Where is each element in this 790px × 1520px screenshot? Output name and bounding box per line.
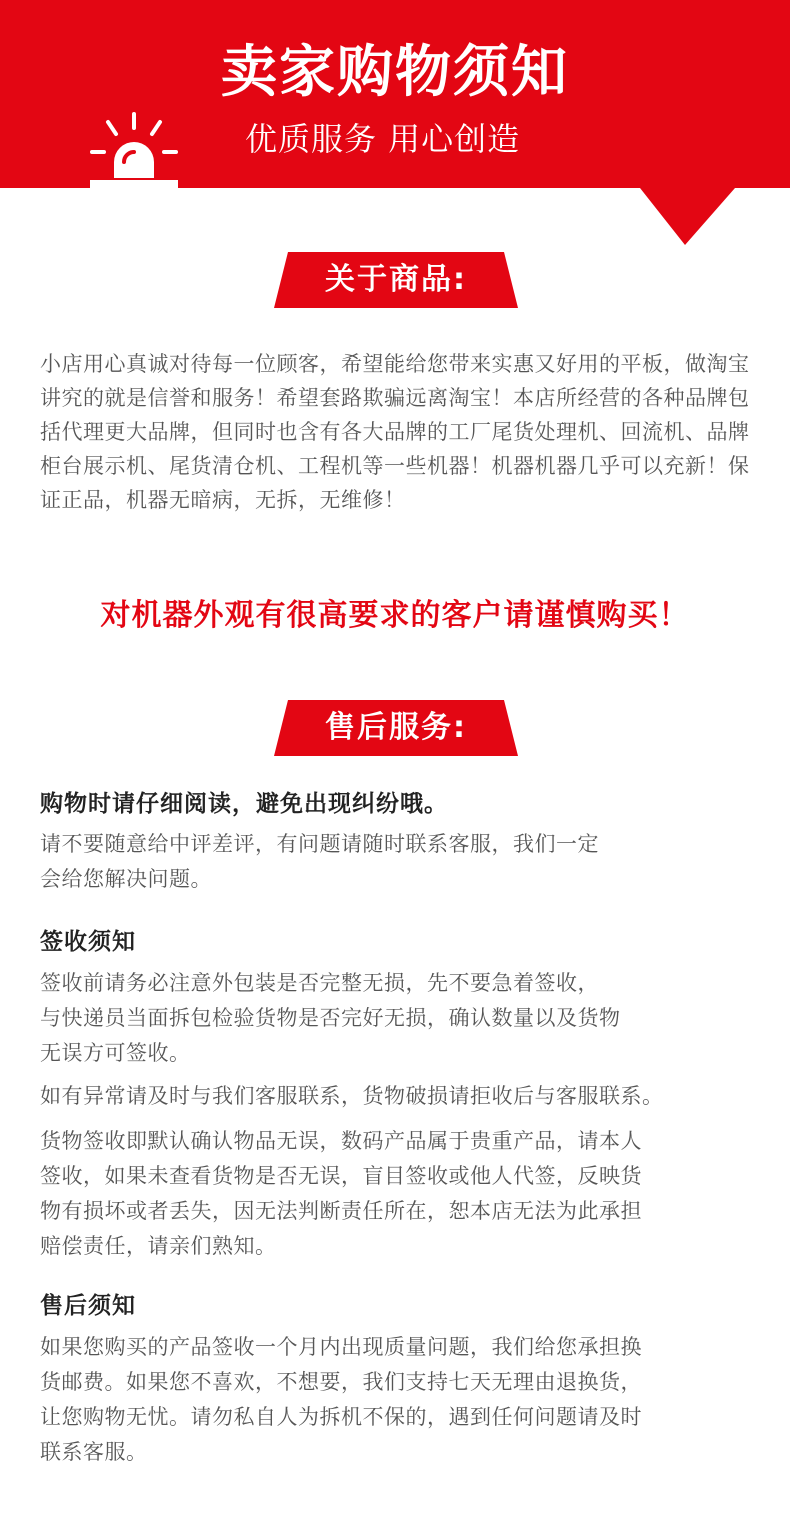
after-sales-notice-heading: 售后须知 [40,1293,136,1319]
after-sales-notice-text: 如果您购买的产品签收一个月内出现质量问题，我们给您承担换 货邮费。如果您不喜欢，不想要，我们支持七天无理由退换货， 让您购物无忧。请勿私自人为拆机不保的，遇到任何问题请及时 联系客服。 [40,1335,642,1464]
receipt-notice-heading: 签收须知 [40,929,136,955]
product-section-tag [274,252,518,308]
after-sales-section-label: 售后服务: [325,710,467,745]
receipt-notice-text-1: 签收前请务必注意外包装是否完整无损，先不要急着签收， 与快递员当面拆包检验货物是否完好无损，确认数量以及货物 无误方可签收。 [40,971,621,1065]
banner-title: 卖家购物须知 [221,40,569,105]
receipt-notice-text-2: 如有异常请及时与我们客服联系，货物破损请拒收后与客服联系。 [40,1084,664,1108]
receipt-notice-text-3: 货物签收即默认确认物品无误，数码产品属于贵重产品，请本人 签收，如果未查看货物是否无误，盲目签收或他人代签，反映货 物有损坏或者丢失，因无法判断责任所在，恕本店无法为此承担 赔偿责任，请亲们熟知。 [40,1129,642,1258]
after-sales-section-tag [274,700,518,756]
product-intro-text: 小店用心真诚对待每一位顾客，希望能给您带来实惠又好用的平板，做淘宝讲究的就是信誉和服务！希望套路欺骗远离淘宝！本店所经营的各种品牌包括代理更大品牌，但同时也含有各大品牌的工厂尾货处理机、回流机、品牌柜台展示机、尾货清仓机、工程机等一些机器！机器机器几乎可以充新！保证正品，机器无暗病，无拆，无维修！ [40,352,750,512]
read-carefully-heading: 购物时请仔细阅读，避免出现纠纷哦。 [40,791,448,817]
alarm-light-icon [88,112,180,190]
read-carefully-text: 请不要随意给中评差评，有问题请随时联系客服，我们一定 会给您解决问题。 [40,832,599,891]
appearance-warning: 对机器外观有很高要求的客户请谨慎购买！ [100,598,690,633]
product-section-label: 关于商品: [325,262,467,297]
banner-subtitle: 优质服务 用心创造 [245,120,521,158]
